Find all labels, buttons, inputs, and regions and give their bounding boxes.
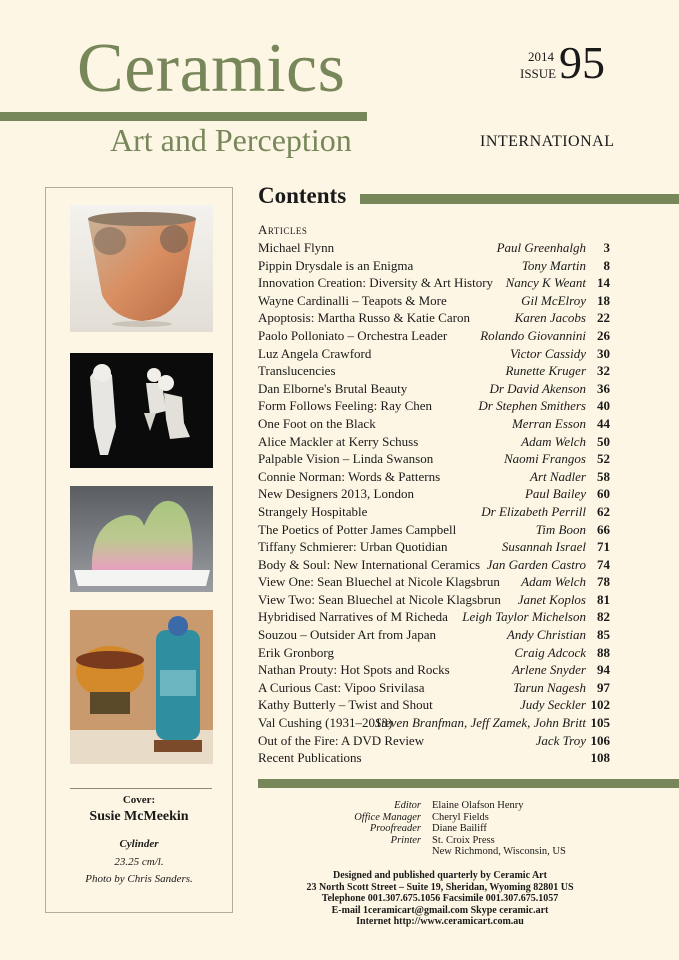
toc-entry[interactable]: [258, 239, 610, 257]
toc-author: Paul Greenhalgh: [496, 240, 586, 255]
magazine-subtitle: Art and Perception: [110, 122, 352, 158]
toc-page-number: 40: [597, 398, 610, 414]
toc-page-number: 26: [597, 327, 610, 343]
toc-entry[interactable]: [258, 732, 610, 750]
toc-entry[interactable]: [258, 626, 610, 644]
toc-entry[interactable]: [258, 521, 610, 539]
cover-artist: Susie McMeekin: [89, 809, 189, 824]
toc-article-title: Strangely Hospitable: [258, 503, 368, 519]
toc-author: Adam Welch: [521, 433, 586, 449]
toc-page-number: 88: [597, 644, 610, 660]
publisher-info: [280, 870, 600, 928]
toc-entry[interactable]: [258, 362, 610, 380]
toc-author: Tony Martin: [521, 257, 586, 273]
toc-page-number: 102: [590, 697, 610, 713]
toc-entry[interactable]: [258, 644, 610, 662]
credit-row: [330, 800, 630, 812]
toc-entry[interactable]: [258, 309, 610, 327]
toc-author: Art Nadler: [530, 468, 586, 484]
publisher-address: 23 North Scott Street – Suite 19, Sheridan, Wyoming 82801 US: [306, 881, 574, 893]
toc-page-number: 60: [597, 486, 610, 502]
toc-page-number: 58: [597, 468, 610, 484]
toc-article-title: Form Follows Feeling: Ray Chen: [258, 398, 433, 414]
toc-author: Runette Kruger: [505, 363, 586, 379]
thumbnail-figurines: [70, 353, 213, 480]
toc-author: Karen Jacobs: [514, 310, 586, 326]
toc-article-title: Out of the Fire: A DVD Review: [258, 732, 425, 748]
toc-article-title: Erik Gronborg: [258, 644, 334, 660]
toc-author: Steven Branfman, Jeff Zamek, John Britt: [374, 715, 586, 731]
toc-article-title: Wayne Cardinalli – Teapots & More: [258, 292, 447, 308]
toc-entry[interactable]: [258, 433, 610, 451]
credit-name: New Richmond, Wisconsin, US: [432, 846, 566, 858]
toc-article-title: New Designers 2013, London: [258, 486, 414, 502]
toc-entry[interactable]: [258, 749, 610, 767]
toc-author: Paul Bailey: [524, 486, 586, 502]
toc-entry[interactable]: [258, 714, 610, 732]
toc-author: Andy Christian: [506, 627, 586, 643]
cover-dimensions: 23.25 cm/l.: [114, 856, 164, 868]
toc-article-title: Hybridised Narratives of M Richeda: [258, 609, 448, 625]
toc-page-number: 62: [597, 503, 610, 519]
toc-article-title: Luz Angela Crawford: [258, 345, 372, 361]
table-of-contents: [258, 239, 610, 767]
cover-photo-credit: Photo by Chris Sanders.: [85, 873, 193, 885]
toc-entry[interactable]: [258, 397, 610, 415]
toc-entry[interactable]: [258, 274, 610, 292]
toc-page-number: 94: [597, 662, 610, 678]
toc-article-title: Pippin Drysdale is an Enigma: [258, 257, 414, 273]
toc-article-title: Tiffany Schmierer: Urban Quotidian: [258, 539, 448, 555]
toc-entry[interactable]: [258, 292, 610, 310]
toc-article-title: Nathan Prouty: Hot Spots and Rocks: [258, 662, 450, 678]
toc-page-number: 78: [597, 574, 610, 590]
toc-article-title: Palpable Vision – Linda Swanson: [258, 451, 434, 467]
section-heading: Articles: [258, 222, 308, 237]
toc-article-title: One Foot on the Black: [258, 415, 376, 431]
thumbnail-teapots: [70, 610, 213, 764]
toc-entry[interactable]: [258, 345, 610, 363]
toc-author: Rolando Giovannini: [480, 327, 586, 343]
credit-role: Proofreader: [369, 823, 421, 835]
toc-entry[interactable]: [258, 485, 610, 503]
publisher-phone: Telephone 001.307.675.1056 Facsimile 001.307.675.1057: [321, 893, 559, 904]
toc-article-title: Body & Soul: New International Ceramics: [258, 556, 481, 572]
credit-role: Printer: [390, 834, 421, 846]
toc-page-number: 30: [597, 345, 610, 361]
toc-entry[interactable]: [258, 556, 610, 574]
toc-author: Dr David Akenson: [489, 380, 586, 396]
cover-work-title: Cylinder: [119, 838, 159, 850]
toc-author: Victor Cassidy: [510, 345, 586, 361]
toc-page-number: 36: [597, 380, 610, 396]
toc-article-title: Kathy Butterly – Twist and Shout: [258, 697, 433, 713]
toc-article-title: Paolo Polloniato – Orchestra Leader: [258, 327, 448, 343]
edition-label: INTERNATIONAL: [480, 133, 615, 150]
toc-page-number: 32: [597, 363, 610, 379]
toc-page-number: 8: [603, 257, 610, 273]
toc-author: Dr Stephen Smithers: [478, 398, 586, 414]
issue-number: 95: [559, 37, 605, 88]
issue-label: ISSUE: [520, 66, 557, 81]
toc-author: Nancy K Weant: [505, 275, 586, 291]
toc-entry[interactable]: [258, 573, 610, 591]
credit-role: Office Manager: [354, 811, 421, 823]
toc-page-number: 82: [597, 609, 610, 625]
magazine-title: Ceramics: [77, 30, 346, 107]
toc-article-title: Val Cushing (1931–2013): [258, 715, 393, 731]
credit-row: [330, 823, 630, 835]
credit-row: [330, 835, 630, 847]
credit-row: [330, 812, 630, 824]
toc-entry[interactable]: [258, 503, 610, 521]
toc-author: Tim Boon: [535, 521, 586, 537]
toc-article-title: Recent Publications: [258, 750, 362, 766]
masthead-rule: [0, 112, 367, 121]
toc-entry[interactable]: [258, 661, 610, 679]
credit-name: Diane Bailiff: [432, 823, 487, 835]
toc-page-number: 74: [597, 556, 610, 572]
toc-page-number: 71: [597, 539, 610, 555]
publisher-website[interactable]: Internet http://www.ceramicart.com.au: [356, 916, 524, 927]
toc-page-number: 81: [597, 591, 610, 607]
toc-article-title: Innovation Creation: Diversity & Art History: [258, 275, 494, 291]
issue-year: 2014: [528, 49, 554, 64]
toc-page-number: 52: [597, 451, 610, 467]
toc-entry[interactable]: [258, 380, 610, 398]
credit-role: Editor: [394, 800, 421, 811]
toc-page-number: 85: [597, 627, 610, 643]
toc-page-number: 106: [590, 732, 610, 748]
toc-author: Dr Elizabeth Perrill: [481, 503, 586, 519]
toc-entry[interactable]: [258, 450, 610, 468]
credit-name: St. Croix Press: [432, 834, 495, 846]
toc-author: Jan Garden Castro: [486, 556, 586, 572]
toc-article-title: Dan Elborne's Brutal Beauty: [258, 380, 408, 396]
toc-entry[interactable]: [258, 538, 610, 556]
toc-author: Leigh Taylor Michelson: [462, 609, 586, 625]
credit-name: Elaine Olafson Henry: [432, 800, 524, 811]
bottom-rule: [258, 779, 679, 788]
staff-credits: [330, 800, 630, 858]
toc-entry[interactable]: [258, 696, 610, 714]
toc-author: Tarun Nagesh: [513, 679, 586, 695]
toc-article-title: The Poetics of Potter James Campbell: [258, 521, 457, 537]
toc-article-title: Alice Mackler at Kerry Schuss: [258, 433, 419, 449]
toc-article-title: Apoptosis: Martha Russo & Katie Caron: [258, 310, 470, 326]
toc-page-number: 97: [597, 679, 610, 695]
toc-page-number: 22: [597, 310, 610, 326]
toc-page-number: 108: [590, 750, 610, 766]
toc-page-number: 14: [597, 275, 610, 291]
toc-author: Arlene Snyder: [511, 662, 586, 678]
toc-page-number: 66: [597, 521, 610, 537]
toc-author: Craig Adcock: [514, 644, 586, 660]
toc-page-number: 18: [597, 292, 610, 308]
toc-author: Merran Esson: [511, 415, 586, 431]
toc-entry[interactable]: [258, 591, 610, 609]
thumbnail-vessel: [70, 205, 213, 332]
toc-author: Jack Troy: [535, 732, 586, 748]
toc-article-title: Connie Norman: Words & Patterns: [258, 468, 441, 484]
cover-rule: [70, 788, 212, 789]
toc-author: Gil McElroy: [521, 292, 586, 308]
toc-author: Adam Welch: [521, 574, 586, 590]
toc-article-title: View One: Sean Bluechel at Nicole Klagsbrun: [258, 574, 500, 590]
publisher-line: Designed and published quarterly by Ceramic Art: [333, 870, 547, 881]
toc-entry[interactable]: [258, 415, 610, 433]
toc-entry[interactable]: [258, 327, 610, 345]
toc-author: Susannah Israel: [501, 539, 586, 555]
toc-article-title: Souzou – Outsider Art from Japan: [258, 627, 437, 643]
cover-label: Cover:: [122, 794, 156, 806]
toc-page-number: 50: [597, 433, 610, 449]
toc-article-title: Michael Flynn: [258, 240, 335, 255]
toc-page-number: 105: [590, 715, 610, 731]
publisher-email: E-mail 1ceramicart@gmail.com Skype ceramic.art: [331, 904, 549, 916]
toc-entry[interactable]: [258, 608, 610, 626]
toc-entry[interactable]: [258, 679, 610, 697]
toc-entry[interactable]: [258, 257, 610, 275]
contents-heading: Contents: [258, 183, 347, 208]
toc-page-number: 3: [603, 240, 610, 255]
contents-rule: [360, 194, 679, 204]
toc-article-title: A Curious Cast: Vipoo Srivilasa: [258, 679, 425, 695]
toc-page-number: 44: [597, 415, 610, 431]
toc-author: Janet Koplos: [517, 591, 586, 607]
toc-article-title: View Two: Sean Bluechel at Nicole Klagsbrun: [258, 591, 501, 607]
credit-name: Cheryl Fields: [432, 811, 489, 823]
credit-row: [330, 846, 630, 858]
toc-author: Judy Seckler: [519, 697, 586, 713]
toc-entry[interactable]: [258, 468, 610, 486]
toc-author: Naomi Frangos: [504, 451, 586, 467]
thumbnail-cover-sculpture: [70, 486, 213, 613]
cover-sidebar: [45, 187, 233, 913]
toc-article-title: Translucencies: [258, 363, 336, 379]
